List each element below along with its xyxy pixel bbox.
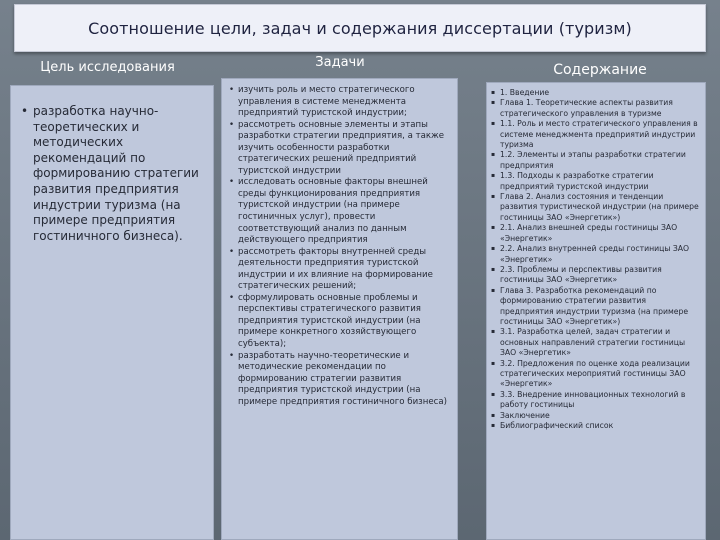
task-item: • исследовать основные факторы внешней среды функционирования предприятия туристской индустрии (на примере гостиничных услуг), провести соответствующий анализ по данным действующего предприятия [228,177,453,246]
slide-title: Соотношение цели, задач и содержания диссертации (туризм) [88,18,632,38]
goal-item: • разработка научно-теоретических и методических рекомендаций по формированию стратегии развития предприятия индустрии туризма (на примере предприятия гостиничного бизнеса). [19,104,205,244]
contents-item: ▪ 1.2. Элементы и этапы разработки стратегии предприятия [491,150,701,171]
contents-list [491,88,701,431]
contents-item: ▪ Глава 2. Анализ состояния и тенденции развития туристической индустрии (на примере гостиницы ЗАО «Энергетик») [491,192,701,223]
tasks-column-header: Задачи [315,55,365,70]
contents-column-header: Содержание [553,62,647,78]
tasks-panel [221,78,458,540]
contents-item: ▪ 2.1. Анализ внешней среды гостиницы ЗАО «Энергетик» [491,223,701,244]
task-item: • разработать научно-теоретические и методические рекомендации по формированию стратегии развития предприятия туристской индустрии (на примере предприятия гостиничного бизнеса) [228,351,453,409]
title-box [14,4,706,52]
contents-item: ▪ Библиографический список [491,421,701,431]
contents-panel [486,82,706,540]
goal-column-header: Цель исследования [40,60,175,75]
task-item: • рассмотреть факторы внутренней среды деятельности предприятия туристской индустрии и их влияние на формирование стратегических решений; [228,247,453,293]
contents-item: ▪ Глава 3. Разработка рекомендаций по формированию стратегии развития предприятия индустрии туризма (на примере гостиницы ЗАО «Энергетик») [491,286,701,328]
contents-item: ▪ 2.2. Анализ внутренней среды гостиницы ЗАО «Энергетик» [491,244,701,265]
contents-item: ▪ 1. Введение [491,88,701,98]
tasks-list [228,85,453,408]
contents-item: ▪ 1.3. Подходы к разработке стратегии предприятий туристской индустрии [491,171,701,192]
contents-item: ▪ 3.1. Разработка целей, задач стратегии и основных направлений стратегии гостиницы ЗАО «Энергетик» [491,327,701,358]
contents-item: ▪ 2.3. Проблемы и перспективы развития гостиницы ЗАО «Энергетик» [491,265,701,286]
contents-item: ▪ Заключение [491,411,701,421]
goal-panel [10,85,214,540]
contents-item: ▪ 3.2. Предложения по оценке хода реализации стратегических мероприятий гостиницы ЗАО «Энергетик» [491,359,701,390]
contents-item: ▪ 1.1. Роль и место стратегического управления в системе менеджмента предприятий индустрии туризма [491,119,701,150]
goal-list [19,104,205,244]
task-item: • рассмотреть основные элементы и этапы разработки стратегии предприятия, а также изучить особенности разработки стратегических решений предприятий туристской индустрии [228,120,453,178]
contents-item: ▪ 3.3. Внедрение инновационных технологий в работу гостиницы [491,390,701,411]
contents-item: ▪ Глава 1. Теоретические аспекты развития стратегического управления в туризме [491,98,701,119]
task-item: • сформулировать основные проблемы и перспективы стратегического развития предприятия туристской индустрии (на примере конкретного хозяйствующего субъекта); [228,293,453,351]
task-item: • изучить роль и место стратегического управления в системе менеджмента предприятий туристской индустрии; [228,85,453,120]
